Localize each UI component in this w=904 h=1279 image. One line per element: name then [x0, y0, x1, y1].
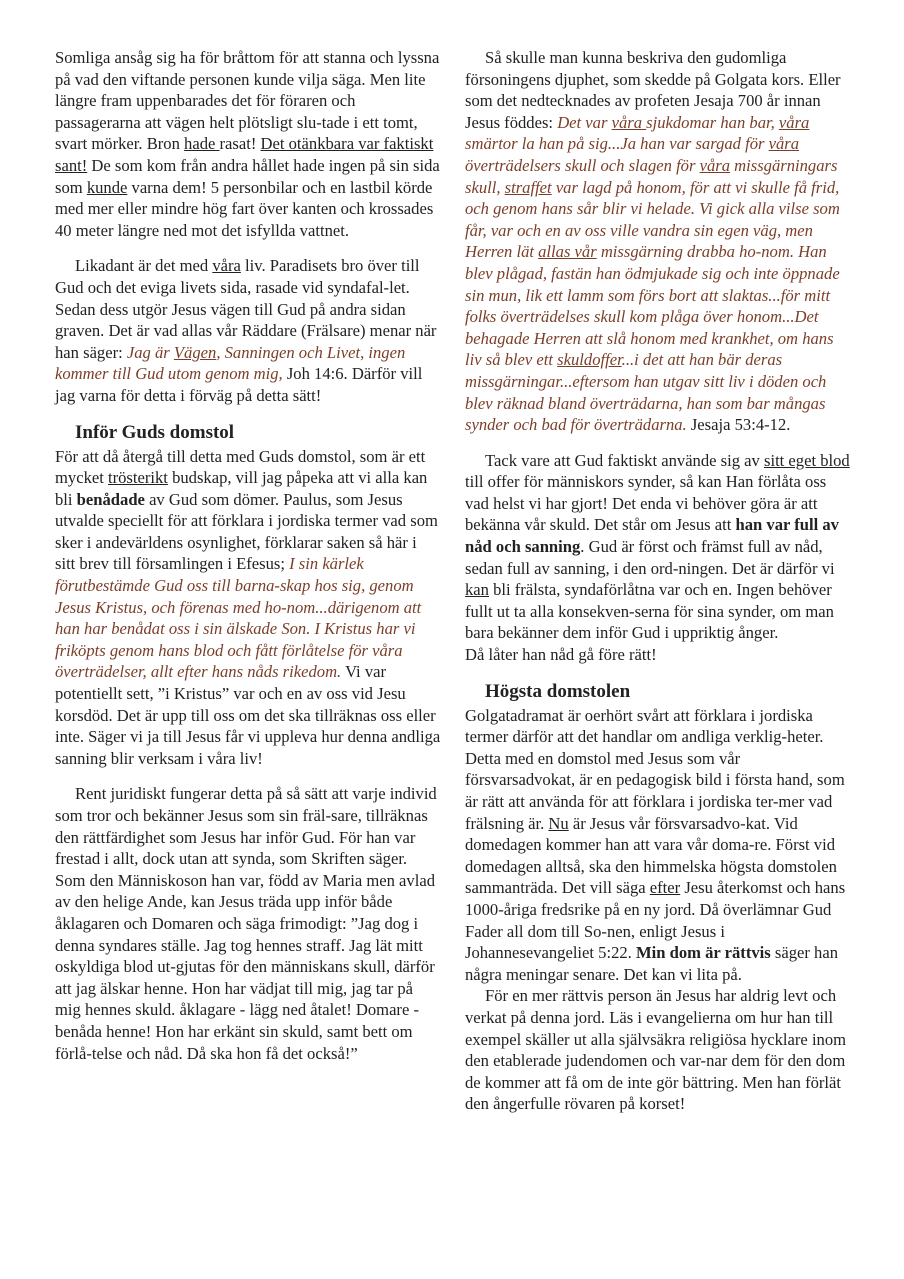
- paragraph-rattvis-person: För en mer rättvis person än Jesus har aldrig levt och verkat på denna jord. Läs i evangelierna om hur han till exempel skäller ut alla självsäkra religiösa hycklare inom den etablerade judendomen och var-nar dem för den dom de kommer att få om de inte gör bättring. Men han förlät den ångerfulle rövaren på korset!: [465, 986, 847, 1114]
- paragraph-nad-fore-ratt: Då låter han nåd gå före rätt!: [465, 645, 657, 665]
- heading-infor-guds-domstol: Inför Guds domstol: [75, 421, 235, 443]
- paragraph-juridiskt: Rent juridiskt fungerar detta på så sätt att varje individ som tror och bekänner Jesus som sin fräl-sare, tillräknas den rättfärdighet som Jesus har inför Gud. För han var frestad i allt, dock utan att synda, som Skriften säger. Som den Människoson han var, född av Maria men avlad av den helige Ande, kan Jesus träda upp inför både åklagaren och Domaren och säga frimodigt: ”Jag dog i denna syndares ställe. Jag tog hennes straff. Jag lät mitt oskyldiga blod ut-gjutas för den människans skull, därför att jag älskar henne. Hon har vädjat till mig, jag tar på mig hennes skuld. åklagare - lägg ned åtalet! Domare - benåda henne! Hon har erkänt sin skuld, samt bett om förlå-telse och nåd. Då ska hon få det också!”: [55, 784, 437, 1063]
- paragraph-bridge-collapse: Somliga ansåg sig ha för bråttom för att stanna och lyssna på vad den viftande personen kunde vilja säga. Men lite längre fram uppenbarades det för föraren och passagerarna att vägen helt plötsligt slu-tade i ett tomt, svart mörker. Bron hade rasat! Det otänkbara var faktiskt sant! De som kom från andra hållet hade ingen på sin sida som kunde varna dem! 5 personbilar och en lastbil körde med mer eller mindre hög fart över kanten och krossades 40 meter längre ned mot det isfyllda vattnet.: [55, 48, 440, 240]
- paragraph-guds-domstol: För att då återgå till detta med Guds domstol, som är ett mycket trösterikt budskap, vill jag påpeka att vi alla kan bli benådade av Gud som dömer. Paulus, som Jesus utvalde speciellt för att förklara i jordiska termer vad som sker i andevärldens osynlighet, förklarar saken så här i sitt brev till församlingen i Efesus; I sin kärlek förutbestämde Gud oss till barna-skap hos sig, genom Jesus Kristus, och förenas med ho-nom...därigenom att han har benådat oss i sin älskade Son. I Kristus har vi friköpts genom hans blod och fått förlåtelse för våra överträdelser, allt efter hans nåds rikedom. Vi var potentiellt sett, ”i Kristus” var och en av oss vid Jesu korsdöd. Det är upp till oss om det ska tillräknas oss eller inte. Säger vi ja till Jesus får vi uppleva hur denna andliga sanning blir verksam i våra liv!: [55, 446, 441, 768]
- right-column: [465, 47, 853, 1129]
- paragraph-jesaja: Så skulle man kunna beskriva den gudomliga försoningens djuphet, som skedde på Golgata kors. Eller som det nedtecknades av profeten Jesaja 700 år innan Jesus föddes: Det var våra sjukdomar han bar, våra smärtor la han på sig...Ja han var sargad för våra överträdelsers skull och slagen för våra missgärningars skull, straffet var lagd på honom, för att vi skulle få frid, och genom hans sår blir vi helade. Vi gick alla vilse som får, var och en av oss ville vandra sin egen väg, men Herren lät allas vår missgärning drabba ho-nom. Han blev plågad, fastän han ödmjukade sig och inte öppnade sin mun, lik ett lamm som förs bort att slaktas...för mitt folks överträdelses skull kom plåga över honom...Det behagade Herren att slå honom med krankhet, om hans liv så blev ett skuldoffer...i det att han bär deras missgärningar...eftersom han utgav sitt liv i döden och blev räknad bland överträdarna, han som bar mångas synder och bad för överträdarna. Jesaja 53:4-12.: [465, 48, 841, 435]
- paragraph-golgatadramat: Golgatadramat är oerhört svårt att förklara i jordiska termer därför att det handlar om andliga verklig-heter. Detta med en domstol med Jesus som vår försvarsadvokat, är en pedagogisk bild i första hand, som är rätt att använda för att förklara i jordiska ter-mer vad frälsning är. Nu är Jesus vår försvarsadvo-kat. Vid domedagen kommer han att vara vår doma-re. Först vid domedagen alltså, ska den himmelska högsta domstolen sammanträda. Det vill säga efter Jesu återkomst och hans 1000-åriga fredsrike på en ny jord. Då överlämnar Gud Fader all dom till So-nen, enligt Jesus i Johannesevangeliet 5:22. Min dom är rättvis säger han några meningar senare. Det kan vi lita på.: [465, 705, 846, 984]
- paragraph-eget-blod: Tack vare att Gud faktiskt använde sig av sitt eget blod till offer för människors synder, så kan Han förlåta oss vad helst vi har gjort! Det enda vi behöver göra är att bekänna vår skuld. Det står om Jesus att han var full av nåd och sanning. Gud är först och främst full av nåd, sedan full av sanning, i den ord-ningen. Det är därför vi kan bli frälsta, syndaförlåtna var och en. Ingen behöver fullt ut ta alla konsekven-serna för sina synder, om man bara bekänner dem inför Gud i uppriktig ånger.: [465, 450, 850, 643]
- heading-hogsta-domstolen: Högsta domstolen: [485, 680, 631, 702]
- left-column: [55, 47, 441, 1078]
- paragraph-paradise-bridge: Likadant är det med våra liv. Paradisets bro över till Gud och det eviga livets sida, rasade vid syndafal-let. Sedan dess utgör Jesus vägen till Gud på andra sidan graven. Det är vad allas vår Räddare (Frälsare) menar när han säger: Jag är Vägen, Sanningen och Livet, ingen kommer till Gud utom genom mig, Joh 14:6. Därför vill jag varna för detta i förväg på detta sätt!: [55, 256, 437, 405]
